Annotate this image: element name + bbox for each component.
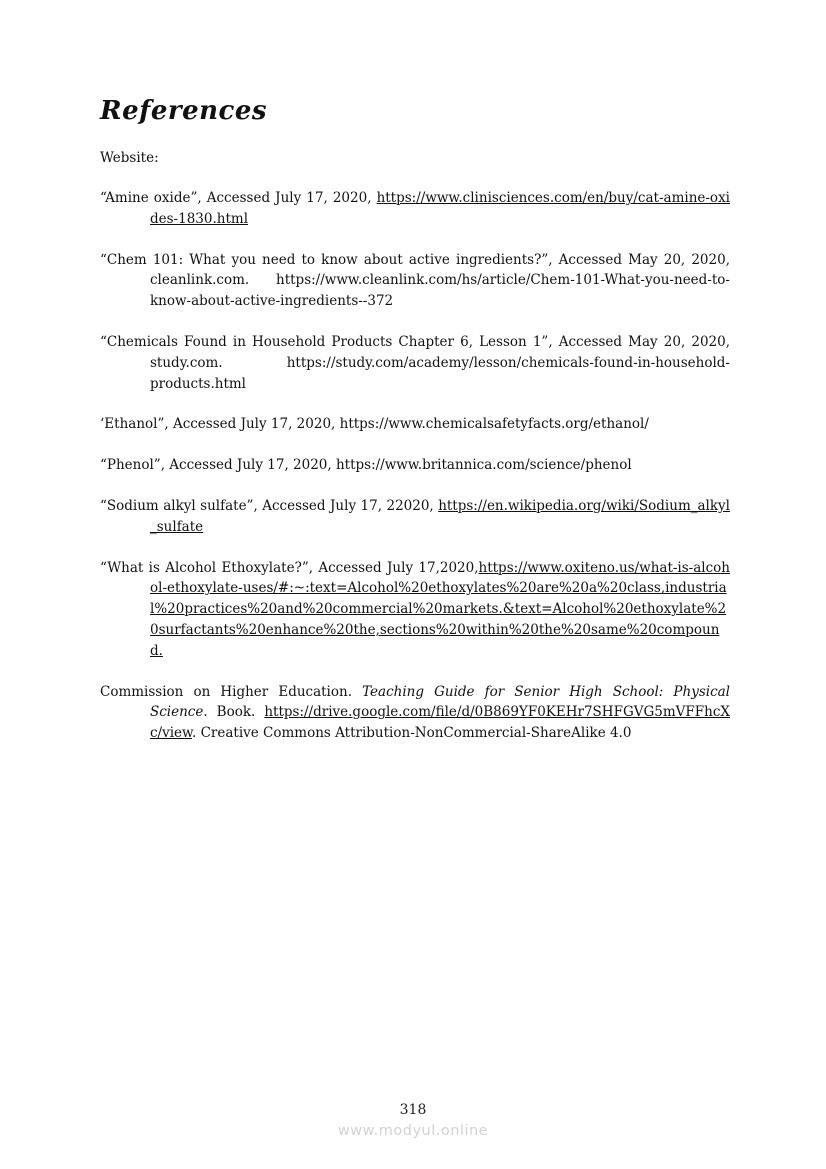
- reference-text: Commission on Higher Education.: [100, 683, 363, 700]
- section-label: Website:: [100, 150, 159, 166]
- reference-link[interactable]: https://www.oxiteno.us/what-is-alcohol-ethoxylate-uses/#:~:text=Alcohol%20ethoxylates%20are%20a%20class,industrial%20practices%20and%20commercial%20markets.&text=Alcohol%20ethoxylate%20surfactants%20enhance%20the,sections%20within%20the%20same%20compound.: [150, 559, 730, 659]
- page-title: References: [100, 96, 268, 126]
- reference-entry: [100, 558, 730, 662]
- reference-text: “Phenol”, Accessed July 17, 2020, https://www.britannica.com/science/phenol: [100, 457, 632, 474]
- page-number: 318: [399, 1102, 427, 1118]
- reference-text: ‘Ethanol”, Accessed July 17, 2020, https://www.chemicalsafetyfacts.org/ethanol/: [100, 416, 649, 433]
- reference-link[interactable]: https://drive.google.com/file/d/0B869YF0KEHr7SHFGVG5mVFFhcXc/view: [150, 704, 730, 742]
- reference-entry: [100, 496, 730, 538]
- reference-entry: [100, 455, 730, 476]
- reference-text: . Book.: [203, 704, 265, 721]
- reference-link[interactable]: https://www.clinisciences.com/en/buy/cat-amine-oxides-1830.html: [150, 190, 730, 227]
- reference-entry: [100, 250, 730, 312]
- reference-entry: [100, 188, 730, 230]
- reference-text: “Chemicals Found in Household Products Chapter 6, Lesson 1”, Accessed May 20, 2020, study.com. https://study.com/academy/lesson/chemicals-found-in-household-products.html: [100, 333, 730, 392]
- reference-entry: [100, 332, 730, 394]
- reference-entry: [100, 682, 730, 744]
- reference-entry: [100, 414, 730, 435]
- reference-title-italic: Teaching Guide for Senior High School: Physical Science: [150, 683, 731, 721]
- reference-list: [100, 188, 730, 744]
- reference-link[interactable]: https://en.wikipedia.org/wiki/Sodium_alkyl_sulfate: [150, 497, 730, 535]
- watermark-text: www.modyul.online: [337, 1123, 489, 1139]
- reference-text: “Chem 101: What you need to know about active ingredients?”, Accessed May 20, 2020, cleanlink.com. https://www.cleanlink.com/hs/article/Chem-101-What-you-need-to-know-about-active-ingredients--372: [100, 251, 730, 310]
- reference-text: “Amine oxide”, Accessed July 17, 2020,: [100, 190, 377, 206]
- references-section: [100, 96, 730, 764]
- reference-text: “Sodium alkyl sulfate”, Accessed July 17, 22020,: [100, 497, 439, 514]
- page-footer: [0, 1102, 826, 1139]
- reference-text: “What is Alcohol Ethoxylate?”, Accessed July 17,2020,: [100, 559, 479, 576]
- reference-text: . Creative Commons Attribution-NonCommercial-ShareAlike 4.0: [192, 725, 632, 742]
